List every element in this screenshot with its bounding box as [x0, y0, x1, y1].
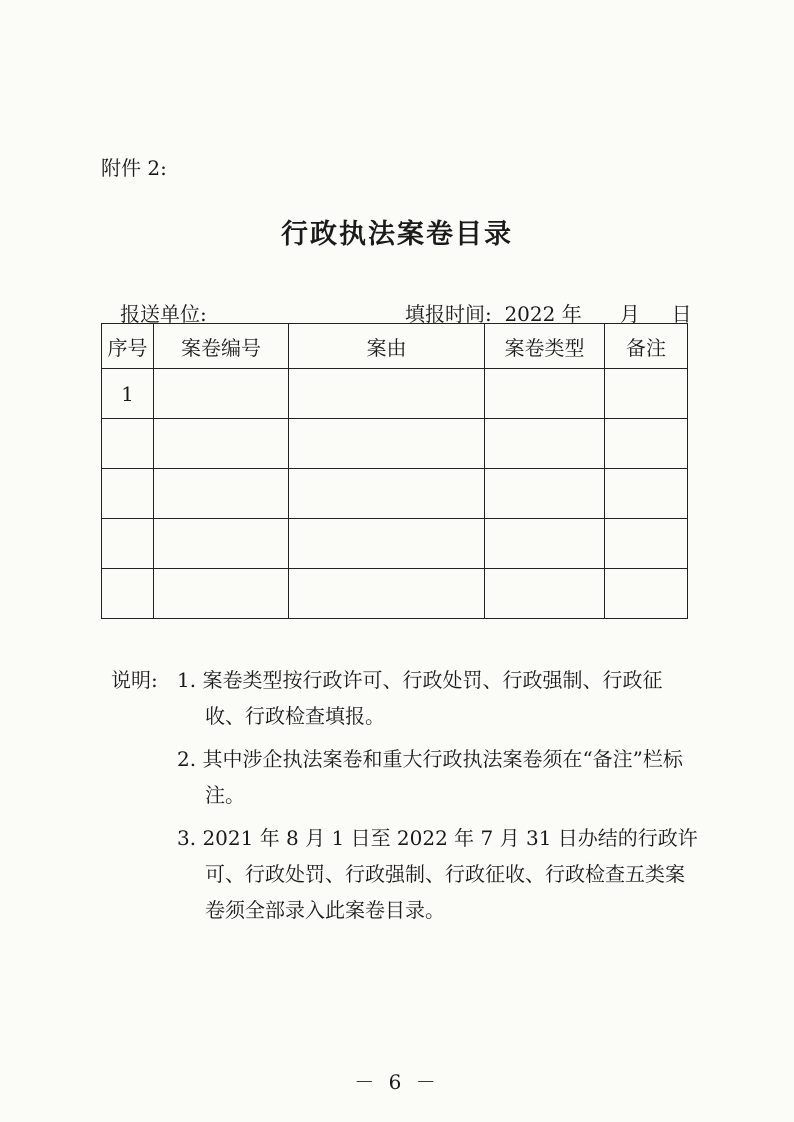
table-cell — [289, 419, 485, 469]
table-row — [102, 469, 688, 519]
notes-label: 说明: — [111, 668, 158, 692]
note-item: 1. 案卷类型按行政许可、行政处罚、行政强制、行政征收、行政检查填报。 — [177, 668, 663, 728]
table-cell — [102, 519, 154, 569]
table-cell — [289, 519, 485, 569]
attachment-label: 附件 2: — [101, 156, 167, 180]
header-cell: 备注 — [605, 324, 688, 369]
table-cell — [485, 469, 605, 519]
case-file-catalog-table — [101, 323, 688, 619]
table-cell — [605, 469, 688, 519]
notes-section — [111, 662, 701, 935]
table-row — [102, 419, 688, 469]
table-cell — [605, 519, 688, 569]
table-cell — [605, 419, 688, 469]
table-cell — [289, 569, 485, 619]
table-row — [102, 569, 688, 619]
table-header-row — [102, 324, 688, 369]
table-cell — [605, 369, 688, 419]
table-row — [102, 369, 688, 419]
report-date-label: 填报时间: 2022 年 月 日 — [405, 302, 692, 326]
page-number: － 6 － — [354, 1070, 440, 1094]
table-cell — [485, 419, 605, 469]
table-row — [102, 519, 688, 569]
form-meta-row — [120, 298, 692, 326]
table-cell — [154, 569, 289, 619]
reporting-unit-label: 报送单位: — [120, 302, 207, 326]
table-cell — [485, 519, 605, 569]
note-item: 3. 2021 年 8 月 1 日至 2022 年 7 月 31 日办结的行政许可、行政处罚、行政强制、行政征收、行政检查五类案卷须全部录入此案卷目录。 — [177, 826, 698, 922]
table-cell — [289, 369, 485, 419]
table-cell — [154, 369, 289, 419]
document-title: 行政执法案卷目录 — [281, 219, 513, 250]
table-cell — [154, 519, 289, 569]
table-cell — [154, 469, 289, 519]
table-cell — [102, 569, 154, 619]
table-cell: 1 — [102, 369, 154, 419]
header-cell: 案卷类型 — [485, 324, 605, 369]
table-cell — [102, 419, 154, 469]
table-cell — [289, 469, 485, 519]
note-item: 2. 其中涉企执法案卷和重大行政执法案卷须在“备注”栏标注。 — [177, 747, 683, 807]
header-cell: 案由 — [289, 324, 485, 369]
table-cell — [485, 369, 605, 419]
table-cell — [485, 569, 605, 619]
table-cell — [605, 569, 688, 619]
table-cell — [154, 419, 289, 469]
header-cell: 序号 — [102, 324, 154, 369]
table-cell — [102, 469, 154, 519]
header-cell: 案卷编号 — [154, 324, 289, 369]
